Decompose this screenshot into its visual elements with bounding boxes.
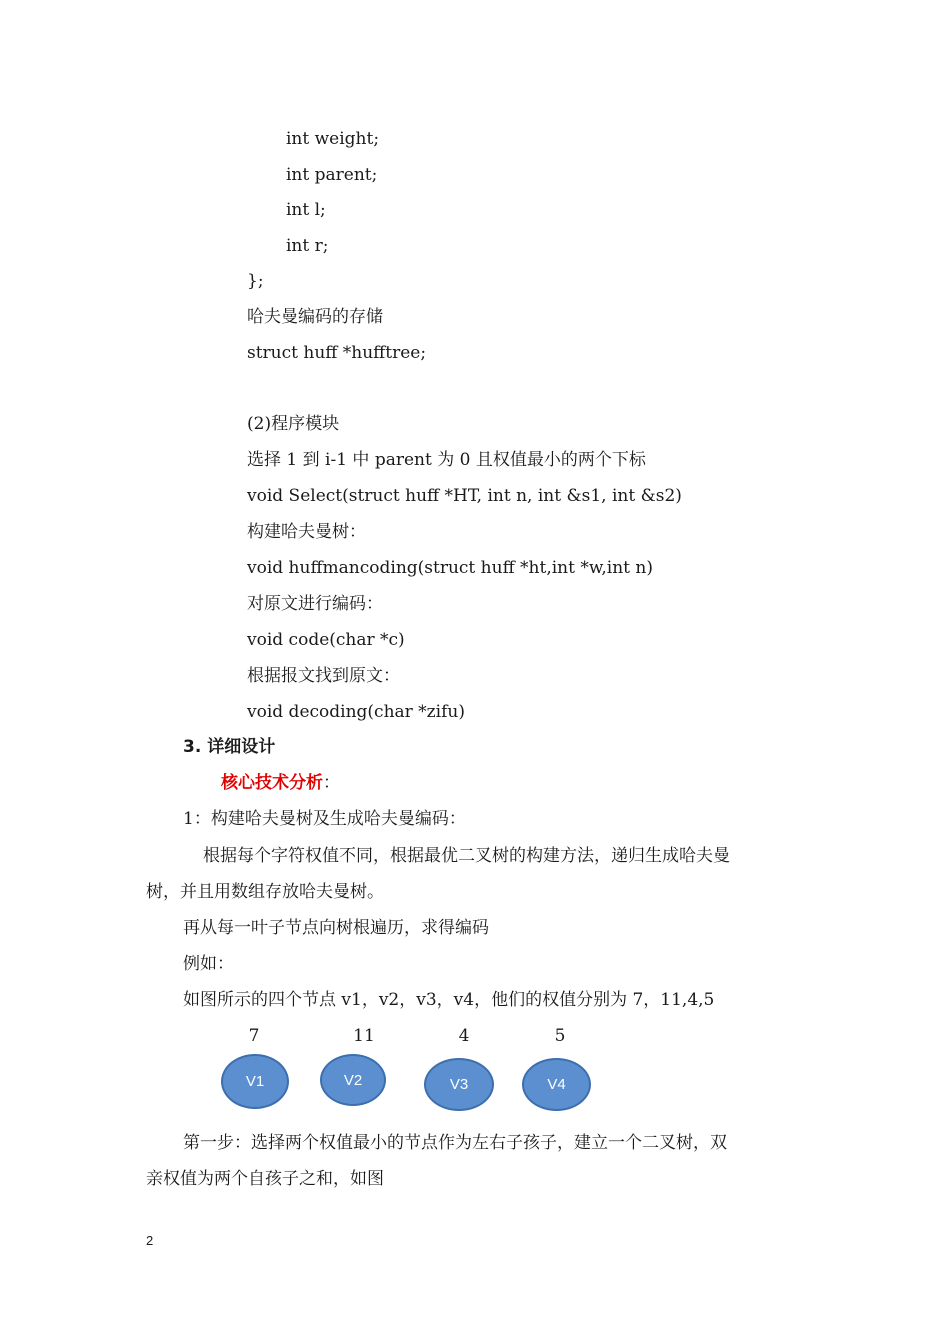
node-v4 <box>522 1058 591 1111</box>
code-line-r: int r; <box>286 236 329 256</box>
node-v3-label: V3 <box>449 1076 469 1093</box>
step-one-line-2: 亲权值为两个自孩子之和，如图 <box>146 1169 384 1189</box>
section-heading-detailed-design: 3. 详细设计 <box>183 737 276 757</box>
code-line-weight: int weight; <box>286 129 380 149</box>
node-v2 <box>320 1054 386 1106</box>
select-description: 选择 1 到 i-1 中 parent 为 0 且权值最小的两个下标 <box>247 450 646 470</box>
code-line-code: void code(char *c) <box>247 630 405 650</box>
node-v1-label: V1 <box>245 1073 265 1090</box>
code-line-hufftree: struct huff *hufftree; <box>247 343 427 363</box>
page-number: 2 <box>146 1233 154 1248</box>
core-analysis-heading <box>221 772 340 794</box>
code-line-huffmancoding: void huffmancoding(struct huff *ht,int *w,int n) <box>247 558 653 578</box>
example-description: 如图所示的四个节点 v1，v2，v3，v4，他们的权值分别为 7，11,4,5 <box>183 990 715 1010</box>
build-tree-description: 构建哈夫曼树： <box>247 522 366 542</box>
decode-description: 根据报文找到原文： <box>247 666 400 686</box>
node-v2-label: V2 <box>343 1071 363 1089</box>
step-one-line-1: 第一步：选择两个权值最小的节点作为左右子孩子，建立一个二叉树，双 <box>183 1133 727 1153</box>
weight-v2: 11 <box>353 1026 375 1046</box>
paragraph-traverse: 再从每一叶子节点向树根遍历，求得编码 <box>183 918 489 938</box>
node-v3 <box>424 1058 494 1111</box>
paragraph-line-1: 根据每个字符权值不同，根据最优二叉树的构建方法，递归生成哈夫曼 <box>203 846 730 866</box>
weight-v4: 5 <box>554 1026 566 1046</box>
modules-heading: (2)程序模块 <box>247 414 340 434</box>
weight-v1: 7 <box>248 1026 260 1046</box>
core-analysis-label: 核心技术分析 <box>221 773 323 793</box>
example-label: 例如： <box>183 954 234 974</box>
code-line-l: int l; <box>286 200 326 220</box>
paragraph-line-2: 树，并且用数组存放哈夫曼树。 <box>146 882 384 902</box>
encode-description: 对原文进行编码： <box>247 594 383 614</box>
code-line-parent: int parent; <box>286 165 378 185</box>
weight-v3: 4 <box>458 1026 470 1046</box>
step-1-heading: 1：构建哈夫曼树及生成哈夫曼编码： <box>183 809 466 829</box>
storage-heading: 哈夫曼编码的存储 <box>247 307 383 327</box>
core-analysis-colon: ： <box>323 773 340 793</box>
code-line-select: void Select(struct huff *HT, int n, int &s1, int &s2) <box>247 486 682 506</box>
code-line-decoding: void decoding(char *zifu) <box>247 702 465 722</box>
node-v1 <box>221 1054 289 1109</box>
node-v4-label: V4 <box>547 1076 566 1093</box>
code-line-close-brace: }; <box>247 271 264 291</box>
